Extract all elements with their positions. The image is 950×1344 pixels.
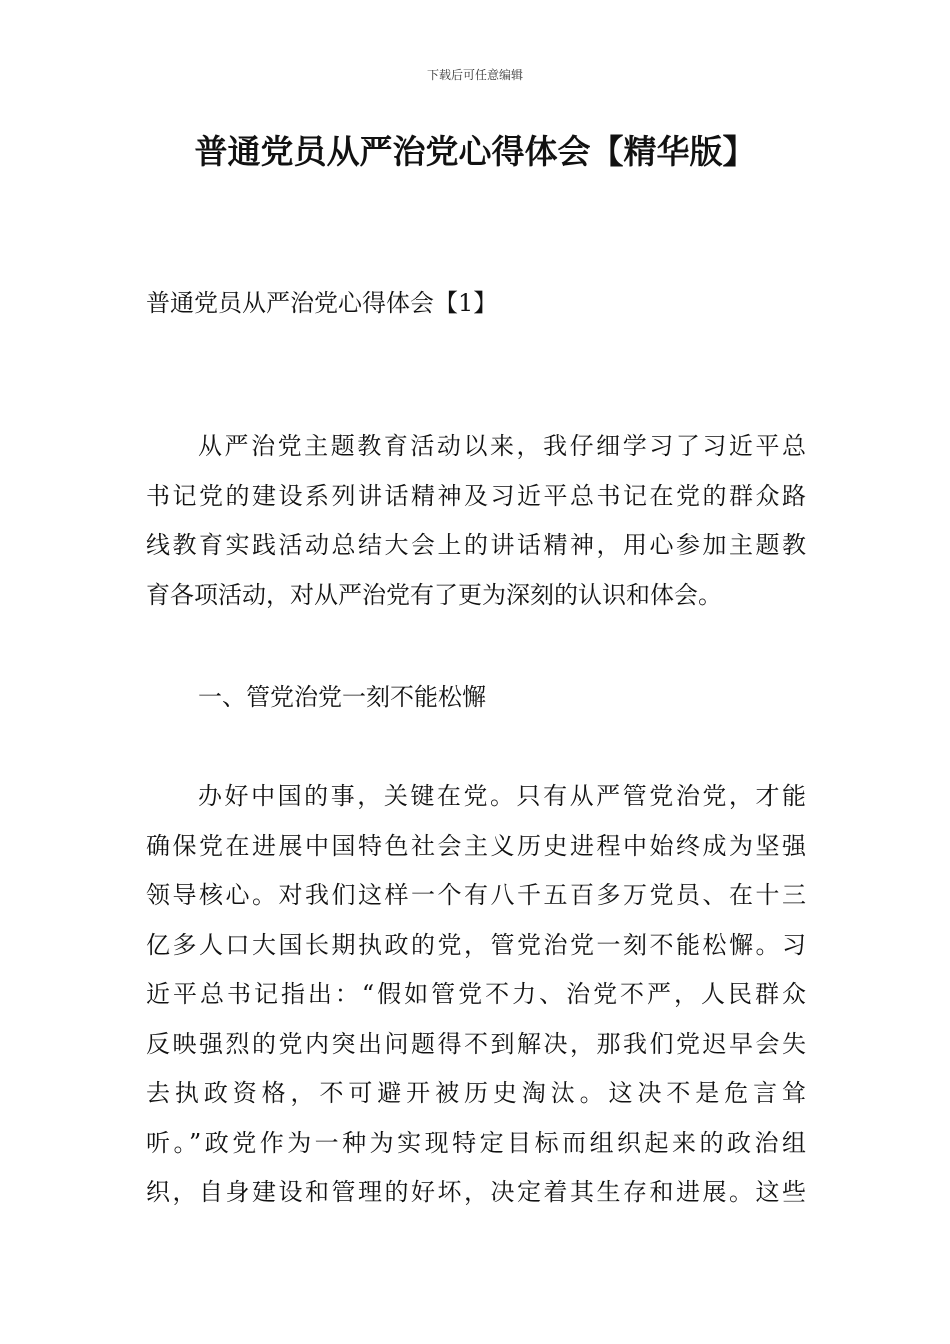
paragraph-line: 书记党的建设系列讲话精神及习近平总书记在党的群众路	[146, 481, 806, 510]
paragraph-line: 领导核心。对我们这样一个有八千五百多万党员、在十三	[146, 881, 806, 909]
paragraph-section-1	[146, 772, 806, 1218]
paragraph-line: 确保党在进展中国特色社会主义历史进程中始终成为坚强	[146, 831, 806, 860]
paragraph-line: 反映强烈的党内突出问题得不到解决，那我们党迟早会失	[146, 1029, 806, 1058]
paragraph-line: 织，自身建设和管理的好坏，决定着其生存和进展。这些	[146, 1178, 806, 1206]
paragraph-line: 办好中国的事，关键在党。只有从严管党治党，才能	[198, 782, 806, 810]
document-title: 普通党员从严治党心得体会【精华版】	[194, 132, 756, 171]
paragraph-line: 去执政资格，不可避开被历史淘汰。这决不是危言耸	[146, 1079, 806, 1107]
header-note: 下载后可任意编辑	[426, 68, 523, 82]
paragraph-line: 从严治党主题教育活动以来，我仔细学习了习近平总	[198, 432, 806, 460]
paragraph-line: 亿多人口大国长期执政的党，管党治党一刻不能松懈。习	[146, 930, 806, 959]
paragraph-intro	[146, 422, 806, 620]
paragraph-line: 育各项活动，对从严治党有了更为深刻的认识和体会。	[146, 580, 722, 609]
paragraph-line: 听。”政党作为一种为实现特定目标而组织起来的政治组	[146, 1128, 806, 1157]
section-heading-1: 一、管党治党一刻不能松懈	[198, 683, 486, 711]
paragraph-line: 近平总书记指出：“假如管党不力、治党不严，人民群众	[146, 980, 806, 1008]
section-subtitle: 普通党员从严治党心得体会【1】	[146, 289, 498, 317]
paragraph-line: 线教育实践活动总结大会上的讲话精神，用心参加主题教	[146, 531, 806, 559]
